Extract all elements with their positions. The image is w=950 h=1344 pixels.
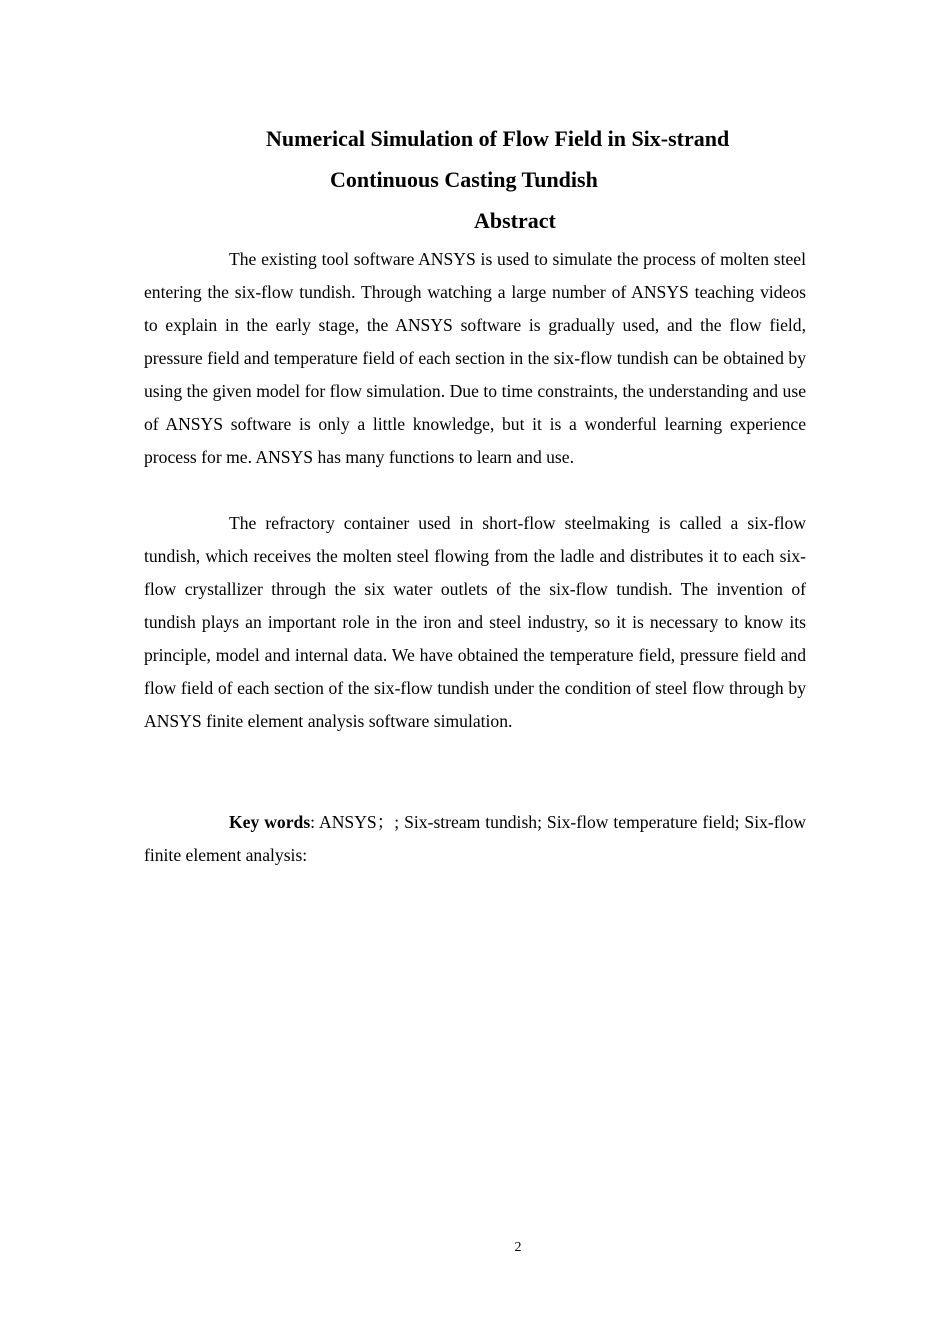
keywords [144,806,806,872]
abstract-paragraph-1: The existing tool software ANSYS is used to simulate the process of molten steel entering the six-flow tundish. Through watching a large number of ANSYS teaching videos to explain in the early stage, the ANSYS software is gradually used, and the flow field, pressure field and temperature field of each section in the six-flow tundish can be obtained by using the given model for flow simulation. Due to time constraints, the understanding and use of ANSYS software is only a little knowledge, but it is a wonderful learning experience process for me. ANSYS has many functions to learn and use. [144,249,806,467]
keywords-label: Key words [229,812,311,832]
keywords-text: : ANSYS；; Six-stream tundish; Six-flow temperature field; Six-flow finite element analysis: [144,812,806,865]
page-number: 2 [514,1240,522,1255]
title-line-2: Continuous Casting Tundish [330,167,598,192]
abstract-paragraph-2: The refractory container used in short-flow steelmaking is called a six-flow tundish, which receives the molten steel flowing from the ladle and distributes it to each six-flow crystallizer through the six water outlets of the six-flow tundish. The invention of tundish plays an important role in the iron and steel industry, so it is necessary to know its principle, model and internal data. We have obtained the temperature field, pressure field and flow field of each section of the six-flow tundish under the condition of steel flow through by ANSYS finite element analysis software simulation. [144,513,806,731]
title-line-1: Numerical Simulation of Flow Field in Six-strand [266,126,730,151]
abstract-heading: Abstract [474,208,556,233]
